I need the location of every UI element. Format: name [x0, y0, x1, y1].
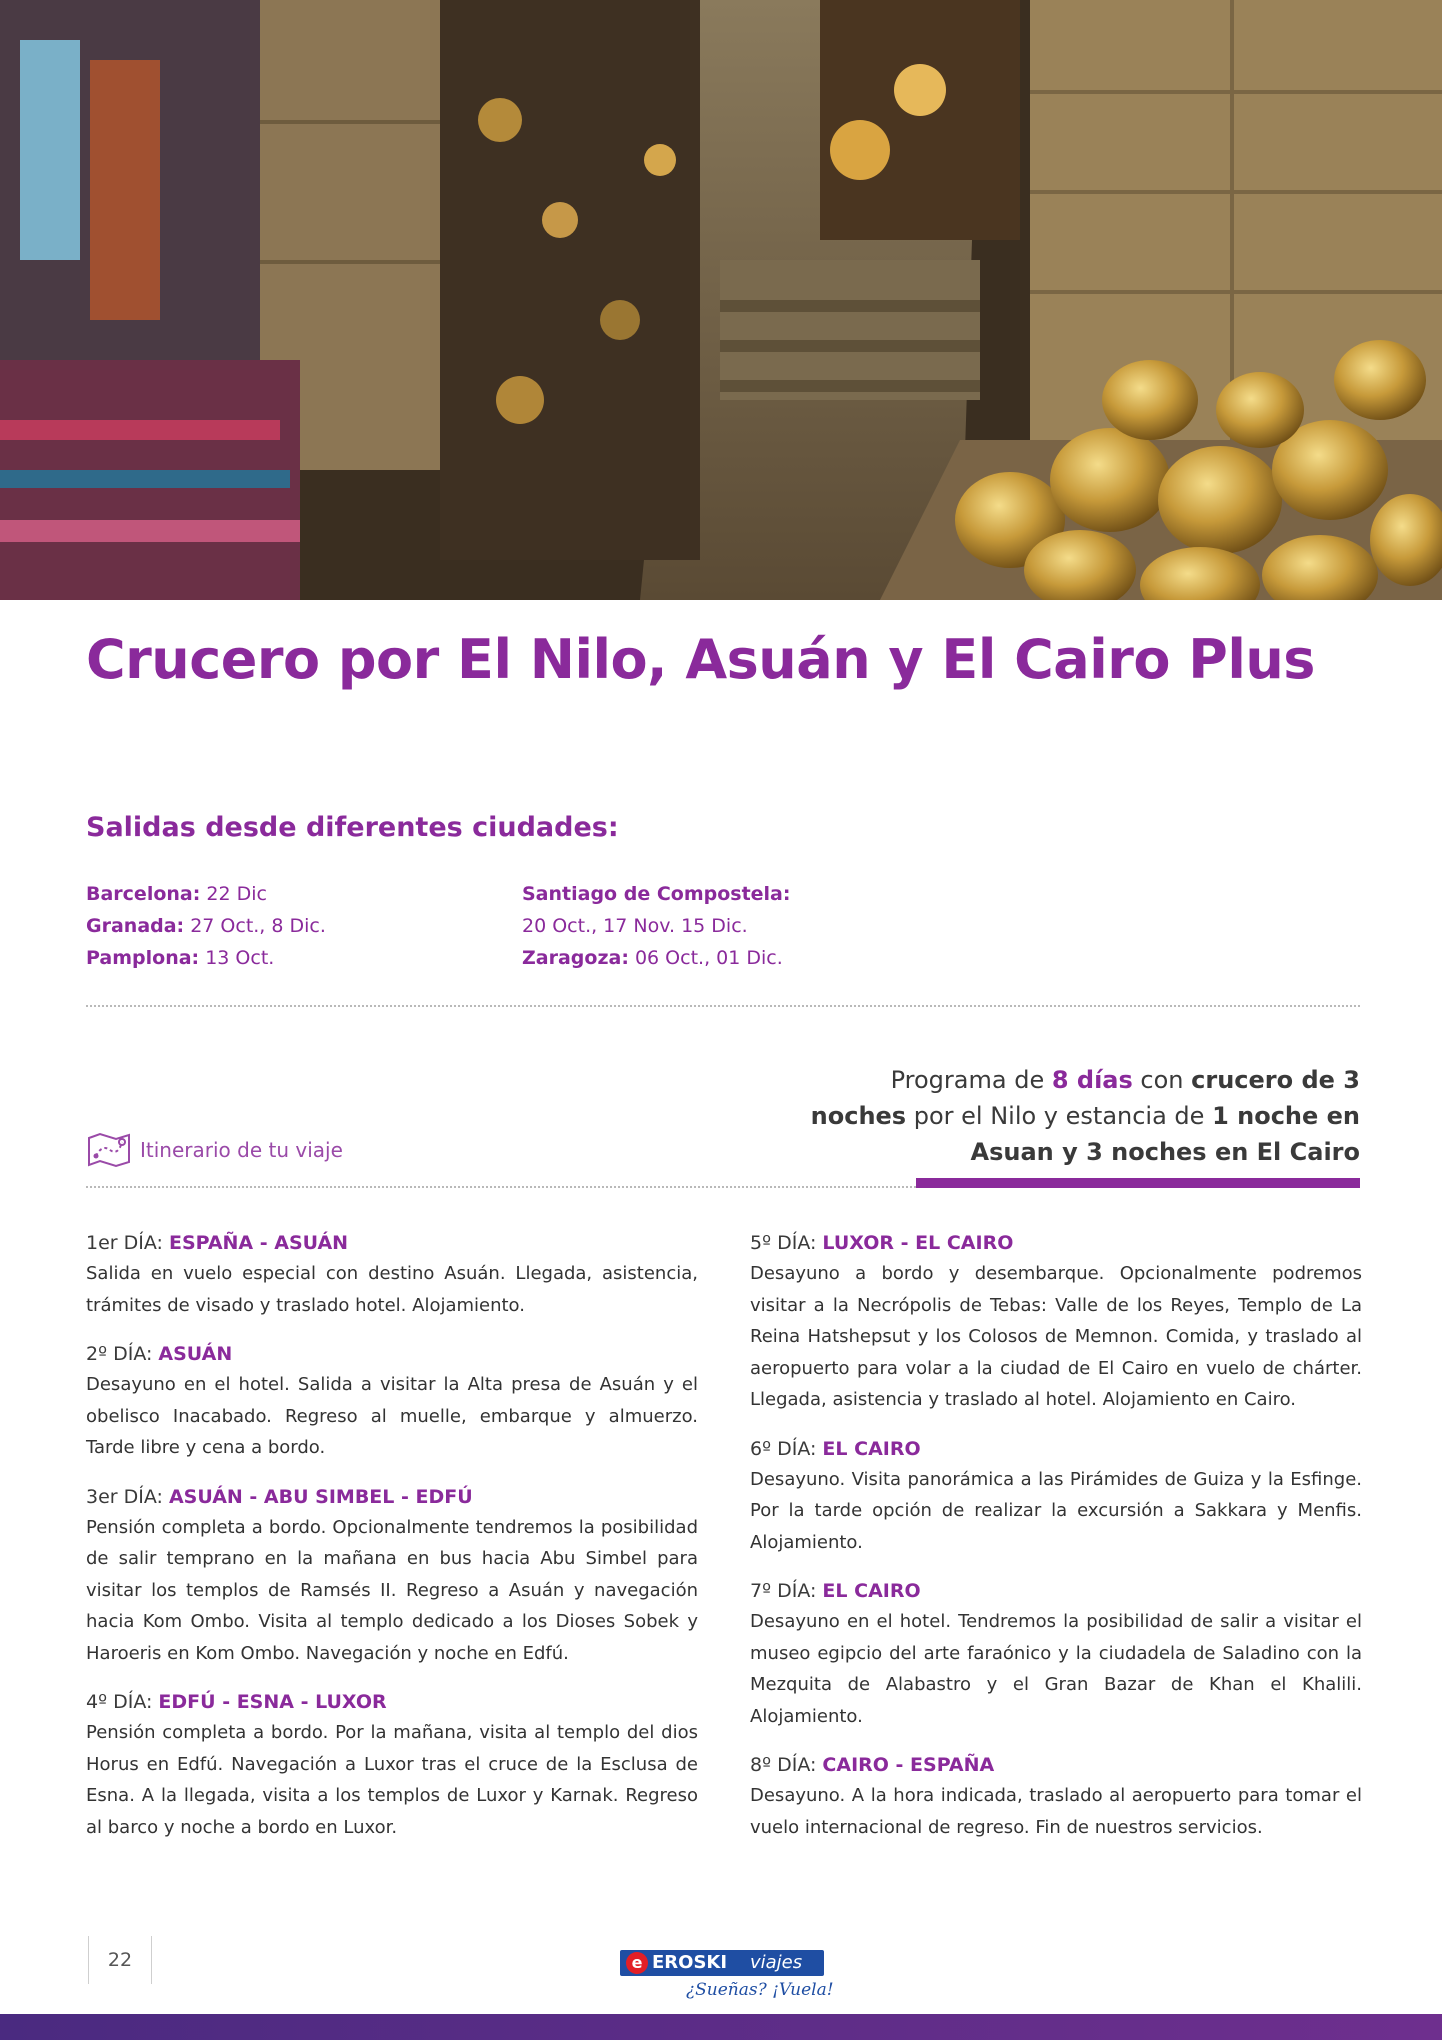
page-number — [88, 1936, 152, 1984]
departures-column-2 — [522, 878, 790, 974]
departure-dates: 22 Dic — [200, 883, 267, 905]
departure-city: Pamplona: — [86, 947, 200, 969]
day-title: ASUÁN - ABU SIMBEL - EDFÚ — [168, 1485, 473, 1508]
program-days: 8 días — [1051, 1066, 1133, 1094]
day-description: Desayuno a bordo y desembarque. Opcionalmente podremos visitar a la Necrópolis de Tebas: Valle de los Reyes, Templo de La Reina Hatshepsut y los Colosos de Memnon. Comida, y traslado al aeropuerto para volar a la ciudad de El Cairo en vuelo de chárter. Llegada, asistencia y traslado al hotel. Alojamiento en Cairo. — [750, 1263, 1362, 1410]
day-3 — [86, 1482, 698, 1670]
itinerary-label — [86, 1132, 343, 1168]
departure-city: Barcelona: — [86, 883, 201, 905]
day-6 — [750, 1434, 1362, 1559]
day-heading — [86, 1228, 698, 1258]
bazaar-illustration — [0, 0, 1442, 600]
day-title: EL CAIRO — [822, 1437, 921, 1460]
departure-item — [86, 878, 326, 910]
day-number: 4º DÍA: — [86, 1691, 159, 1713]
day-1 — [86, 1228, 698, 1321]
departure-item — [522, 878, 790, 910]
day-description: Desayuno en el hotel. Salida a visitar la Alta presa de Asuán y el obelisco Inacabado. Regreso al muelle, embarque y almuerzo. Tarde libre y cena a bordo. — [86, 1374, 698, 1458]
program-accent-bar — [916, 1178, 1360, 1188]
program-text: Programa de — [890, 1066, 1052, 1094]
departure-city: Granada: — [86, 915, 185, 937]
itinerary-column-right — [750, 1228, 1362, 1861]
day-heading — [86, 1482, 698, 1512]
departure-item — [86, 942, 326, 974]
brand-name: EROSKI — [652, 1952, 728, 1973]
departure-item — [522, 910, 790, 942]
footer-band — [0, 2014, 1442, 2040]
program-text: por el Nilo y estancia de — [906, 1102, 1213, 1130]
day-4 — [86, 1687, 698, 1843]
program-summary — [800, 1062, 1360, 1170]
day-description: Desayuno. A la hora indicada, traslado al aeropuerto para tomar el vuelo internacional de regreso. Fin de nuestros servicios. — [750, 1785, 1362, 1838]
departure-item — [86, 910, 326, 942]
day-number: 5º DÍA: — [750, 1232, 823, 1254]
departure-dates: 20 Oct., 17 Nov. 15 Dic. — [522, 915, 748, 937]
map-route-icon — [86, 1132, 132, 1168]
itinerary-column-left — [86, 1228, 698, 1861]
brand-logo — [620, 1950, 834, 2010]
day-number: 7º DÍA: — [750, 1580, 823, 1602]
itinerary-divider — [86, 1186, 916, 1188]
day-heading — [750, 1576, 1362, 1606]
departure-dates: 06 Oct., 01 Dic. — [628, 947, 783, 969]
day-title: CAIRO - ESPAÑA — [822, 1754, 995, 1776]
day-description: Pensión completa a bordo. Por la mañana, visita al templo del dios Horus en Edfú. Navegación a Luxor tras el cruce de la Esclusa de Esna. A la llegada, visita a los templos de Luxor y Karnak. Regreso al barco y noche a bordo en Luxor. — [86, 1722, 698, 1838]
day-heading — [86, 1687, 698, 1717]
day-number: 1er DÍA: — [86, 1232, 169, 1254]
departure-dates: 13 Oct. — [199, 947, 275, 969]
day-title: EL CAIRO — [822, 1580, 921, 1602]
day-title: ASUÁN — [158, 1343, 233, 1365]
day-heading — [86, 1339, 698, 1369]
day-description: Desayuno. Visita panorámica a las Pirámides de Guiza y la Esfinge. Por la tarde opción de realizar la excursión a Sakkara y Menfis. Alojamiento. — [750, 1468, 1362, 1553]
day-number: 8º DÍA: — [750, 1754, 823, 1776]
departure-dates: 27 Oct., 8 Dic. — [184, 915, 326, 937]
day-heading — [750, 1434, 1362, 1464]
day-description: Salida en vuelo especial con destino Asuán. Llegada, asistencia, trámites de visado y traslado hotel. Alojamiento. — [86, 1263, 698, 1316]
departure-city: Zaragoza: — [522, 947, 629, 969]
hero-photo — [0, 0, 1442, 600]
day-2 — [86, 1339, 698, 1464]
day-number: 2º DÍA: — [86, 1343, 159, 1365]
eroski-e-icon: e — [626, 1952, 648, 1974]
day-heading — [750, 1228, 1362, 1258]
departure-item — [522, 942, 790, 974]
section-divider — [86, 1005, 1360, 1007]
departures-heading: Salidas desde diferentes ciudades: — [86, 812, 619, 843]
day-number: 6º DÍA: — [750, 1437, 823, 1460]
departures-column-1 — [86, 878, 326, 974]
day-5 — [750, 1228, 1362, 1416]
brand-sub: viajes — [750, 1952, 803, 1973]
brand-slogan: ¿Sueñas? ¡Vuela! — [686, 1980, 834, 2000]
day-description: Pensión completa a bordo. Opcionalmente tendremos la posibilidad de salir temprano en la mañana en bus hacia Abu Simbel para visitar los templos de Ramsés II. Regreso a Asuán y navegación hacia Kom Ombo. Visita al templo dedicado a los Dioses Sobek y Haroeris en Kom Ombo. Navegación y noche en Edfú. — [86, 1516, 698, 1664]
day-description: Desayuno en el hotel. Tendremos la posibilidad de salir a visitar el museo egipcio del arte faraónico y la ciudadela de Saladino con la Mezquita de Alabastro y el Gran Bazar de Khan el Khalili. Alojamiento. — [750, 1611, 1362, 1727]
day-number: 3er DÍA: — [86, 1485, 169, 1508]
itinerary-label-text: Itinerario de tu viaje — [140, 1138, 343, 1162]
day-title: EDFÚ - ESNA - LUXOR — [158, 1691, 387, 1713]
program-cruise: crucero de 3 noches — [810, 1066, 1360, 1130]
day-title: LUXOR - EL CAIRO — [822, 1232, 1014, 1254]
day-title: ESPAÑA - ASUÁN — [168, 1232, 349, 1254]
day-8 — [750, 1750, 1362, 1843]
page-number-text: 22 — [107, 1949, 133, 1971]
day-heading — [750, 1750, 1362, 1780]
departure-city: Santiago de Compostela: — [522, 883, 791, 905]
day-7 — [750, 1576, 1362, 1732]
program-text: con — [1132, 1066, 1192, 1094]
program-stay: 1 noche en Asuan y 3 noches en El Cairo — [970, 1102, 1360, 1166]
page-title: Crucero por El Nilo, Asuán y El Cairo Plus — [86, 628, 1315, 691]
